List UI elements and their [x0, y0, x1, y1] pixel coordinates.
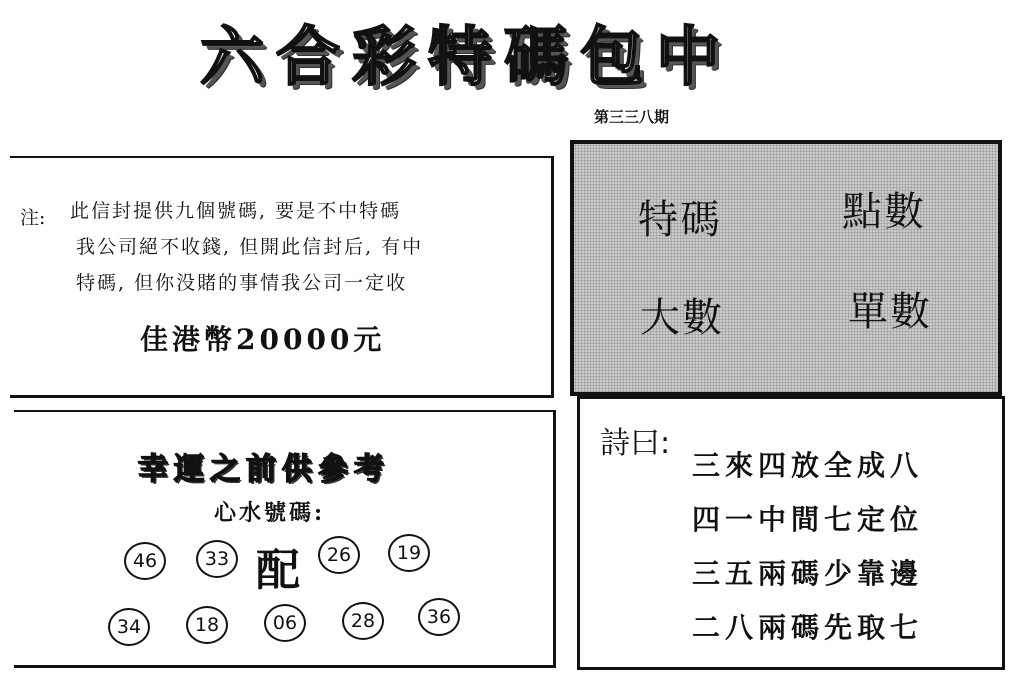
notice-label: 注: — [20, 207, 46, 229]
page-title: 六合彩特碼包中 — [200, 20, 732, 95]
lucky-number: 18 — [186, 606, 228, 644]
category-points: 點數 — [842, 189, 926, 235]
lucky-number: 36 — [418, 598, 460, 636]
lucky-number: 28 — [342, 602, 384, 640]
lucky-number: 46 — [124, 542, 166, 580]
notice-amount: 佳港幣20000元 — [140, 323, 386, 356]
notice-line: 特碼, 但你没賭的事情我公司一定收 — [76, 272, 408, 294]
lucky-number: 19 — [388, 534, 430, 572]
poem-line: 四一中間七定位 — [692, 503, 924, 536]
category-big-number: 大數 — [640, 295, 724, 341]
lucky-number: 06 — [264, 604, 306, 642]
poem-label: 詩曰: — [600, 426, 671, 461]
lucky-number: 34 — [108, 608, 150, 646]
lucky-number: 33 — [196, 540, 238, 578]
category-odd-number: 單數 — [848, 289, 932, 335]
category-special-number: 特碼 — [638, 197, 722, 243]
poem-line: 三來四放全成八 — [692, 449, 924, 482]
notice-line: 我公司絕不收錢, 但開此信封后, 有中 — [76, 236, 424, 258]
poem-line: 二八兩碼先取七 — [692, 611, 924, 644]
pair-character: 配 — [256, 545, 300, 596]
issue-number: 第三三八期 — [594, 108, 670, 126]
category-box — [570, 140, 1002, 396]
lucky-number: 26 — [318, 536, 360, 574]
poem-line: 三五兩碼少靠邊 — [692, 557, 924, 590]
lucky-title: 幸運之前供參考 — [138, 452, 390, 487]
lucky-subtitle: 心水號碼: — [214, 500, 326, 526]
notice-line: 此信封提供九個號碼, 要是不中特碼 — [70, 200, 402, 222]
